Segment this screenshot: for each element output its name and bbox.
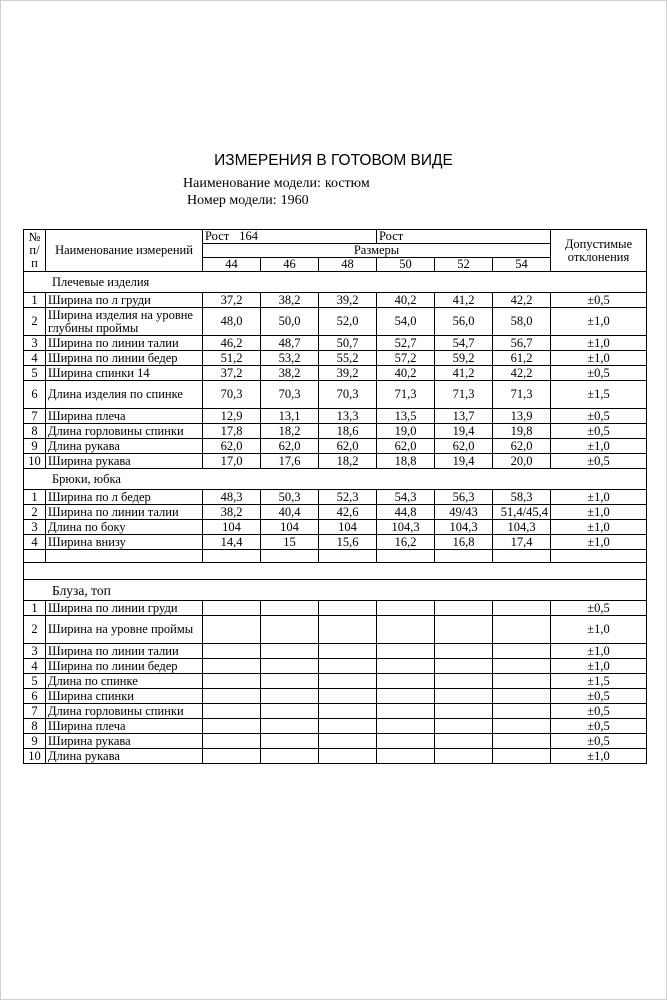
value-cell: 39,2 [319,293,377,308]
value-cell [435,616,493,644]
value-cell: 71,3 [377,381,435,409]
value-cell [203,644,261,659]
row-number: 3 [24,520,46,535]
table-row [24,424,647,439]
value-cell [377,704,435,719]
row-number: 4 [24,659,46,674]
empty-cell [435,550,493,563]
value-cell [319,674,377,689]
value-cell: 42,2 [493,293,551,308]
value-cell [493,689,551,704]
row-number: 2 [24,616,46,644]
value-cell: 62,0 [435,439,493,454]
tolerance-cell: ±1,0 [551,659,647,674]
col-header-num: № п/ п [24,230,46,272]
value-cell: 49/43 [435,505,493,520]
value-cell: 42,2 [493,366,551,381]
tolerance-cell: ±1,0 [551,644,647,659]
measurement-name: Ширина плеча [46,719,203,734]
page-title: ИЗМЕРЕНИЯ В ГОТОВОМ ВИДЕ [214,152,453,169]
value-cell: 48,3 [203,490,261,505]
value-cell: 40,2 [377,293,435,308]
size-header-cell: 44 [203,258,261,272]
value-cell [435,689,493,704]
row-number: 6 [24,381,46,409]
tolerance-cell: ±0,5 [551,704,647,719]
value-cell [319,659,377,674]
value-cell: 52,7 [377,336,435,351]
value-cell [493,734,551,749]
sizes-header: Размеры [203,244,551,258]
col-header-tolerance: Допустимые отклонения [551,230,647,272]
value-cell: 40,4 [261,505,319,520]
tolerance-cell: ±1,0 [551,490,647,505]
row-number: 8 [24,719,46,734]
value-cell: 13,1 [261,409,319,424]
measurement-name: Ширина рукава [46,734,203,749]
tolerance-cell: ±1,0 [551,749,647,764]
tolerance-cell: ±1,0 [551,535,647,550]
spacer-row-cell [24,563,647,580]
value-cell [203,749,261,764]
value-cell: 104,3 [377,520,435,535]
table-row [24,689,647,704]
row-number: 7 [24,409,46,424]
value-cell: 41,2 [435,293,493,308]
value-cell [493,719,551,734]
value-cell [435,719,493,734]
section-title: Блуза, топ [24,580,647,601]
tolerance-cell: ±1,0 [551,505,647,520]
tolerance-cell: ±1,0 [551,308,647,336]
row-number: 7 [24,704,46,719]
tolerance-cell: ±0,5 [551,719,647,734]
value-cell: 38,2 [261,366,319,381]
value-cell [261,616,319,644]
table-row [24,601,647,616]
value-cell [435,601,493,616]
measurement-name: Ширина спинки [46,689,203,704]
measurement-name: Длина горловины спинки [46,704,203,719]
value-cell [319,719,377,734]
value-cell [493,616,551,644]
value-cell: 18,6 [319,424,377,439]
table-row [24,719,647,734]
measurement-name: Длина изделия по спинке [46,381,203,409]
value-cell [319,704,377,719]
value-cell [493,644,551,659]
table-row [24,308,647,336]
measurement-name: Ширина по л груди [46,293,203,308]
table-row [24,366,647,381]
value-cell: 40,2 [377,366,435,381]
row-number: 10 [24,454,46,469]
measurement-name: Ширина по линии талии [46,336,203,351]
value-cell [435,644,493,659]
value-cell: 55,2 [319,351,377,366]
value-cell: 18,2 [261,424,319,439]
value-cell [203,616,261,644]
value-cell [261,749,319,764]
empty-cell [261,550,319,563]
size-header-cell: 54 [493,258,551,272]
col-header-name: Наименование измерений [46,230,203,272]
tolerance-cell: ±0,5 [551,366,647,381]
value-cell: 51,4/45,4 [493,505,551,520]
row-number: 8 [24,424,46,439]
measurement-name: Ширина рукава [46,454,203,469]
value-cell [203,734,261,749]
value-cell [493,704,551,719]
row-number: 1 [24,490,46,505]
value-cell [203,601,261,616]
table-row [24,293,647,308]
value-cell: 70,3 [319,381,377,409]
table-row [24,454,647,469]
value-cell: 48,0 [203,308,261,336]
empty-cell [493,550,551,563]
empty-cell [551,550,647,563]
measurement-name: Ширина внизу [46,535,203,550]
rost-cell-1 [203,230,377,244]
value-cell [435,674,493,689]
row-number: 1 [24,293,46,308]
value-cell: 71,3 [435,381,493,409]
tolerance-cell: ±1,0 [551,439,647,454]
value-cell: 13,5 [377,409,435,424]
value-cell [203,689,261,704]
table-row [24,674,647,689]
tolerance-cell: ±1,0 [551,520,647,535]
size-header-cell: 48 [319,258,377,272]
value-cell: 37,2 [203,293,261,308]
value-cell: 71,3 [493,381,551,409]
tolerance-cell: ±0,5 [551,601,647,616]
value-cell [261,704,319,719]
size-header-cell: 52 [435,258,493,272]
value-cell: 54,3 [377,490,435,505]
value-cell [377,719,435,734]
value-cell [203,659,261,674]
value-cell: 38,2 [261,293,319,308]
value-cell [377,616,435,644]
rost-label-2: Рост [379,229,404,243]
table-row [24,616,647,644]
value-cell [261,689,319,704]
value-cell: 18,8 [377,454,435,469]
measurement-name: Ширина спинки 14 [46,366,203,381]
value-cell [261,719,319,734]
value-cell: 70,3 [261,381,319,409]
measurement-name: Ширина по линии талии [46,644,203,659]
measurement-name: Ширина по линии талии [46,505,203,520]
value-cell: 59,2 [435,351,493,366]
value-cell [203,719,261,734]
value-cell: 50,7 [319,336,377,351]
value-cell: 20,0 [493,454,551,469]
tolerance-cell: ±0,5 [551,424,647,439]
row-number: 4 [24,535,46,550]
value-cell: 50,3 [261,490,319,505]
value-cell: 14,4 [203,535,261,550]
table-row [24,520,647,535]
table-row [24,336,647,351]
model-name-value: костюм [324,176,370,191]
value-cell: 17,6 [261,454,319,469]
tolerance-cell: ±1,5 [551,674,647,689]
tolerance-cell: ±0,5 [551,734,647,749]
value-cell [435,749,493,764]
tolerance-cell: ±0,5 [551,454,647,469]
row-number: 6 [24,689,46,704]
value-cell [435,734,493,749]
value-cell: 104 [261,520,319,535]
empty-cell [319,550,377,563]
model-name-label: Наименование модели: [183,176,321,191]
value-cell: 13,7 [435,409,493,424]
tolerance-cell: ±1,0 [551,351,647,366]
measurements-table [23,229,647,764]
value-cell [319,616,377,644]
value-cell: 56,7 [493,336,551,351]
value-cell [319,749,377,764]
table-row [24,490,647,505]
table-row [24,535,647,550]
table-row [24,734,647,749]
row-number: 10 [24,749,46,764]
rost-label-1: Рост [205,229,230,243]
table-row [24,659,647,674]
value-cell: 12,9 [203,409,261,424]
measurement-name: Длина по спинке [46,674,203,689]
value-cell [493,601,551,616]
value-cell [261,659,319,674]
tolerance-cell: ±1,5 [551,381,647,409]
value-cell [377,674,435,689]
value-cell: 54,0 [377,308,435,336]
value-cell [319,601,377,616]
value-cell: 57,2 [377,351,435,366]
size-header-cell: 46 [261,258,319,272]
measurement-name: Ширина изделия на уровне глубины проймы [46,308,203,336]
size-header-cell: 50 [377,258,435,272]
empty-cell [46,550,203,563]
table-row [24,505,647,520]
measurement-name: Ширина по линии бедер [46,659,203,674]
value-cell: 52,3 [319,490,377,505]
value-cell: 62,0 [377,439,435,454]
value-cell: 46,2 [203,336,261,351]
value-cell: 15,6 [319,535,377,550]
row-number: 1 [24,601,46,616]
value-cell: 48,7 [261,336,319,351]
measurement-name: Длина горловины спинки [46,424,203,439]
value-cell [377,734,435,749]
model-number-label: Номер модели: [187,193,277,208]
rost-value-1: 164 [239,229,258,243]
value-cell: 70,3 [203,381,261,409]
value-cell: 104,3 [435,520,493,535]
row-number: 5 [24,674,46,689]
measurement-name: Длина рукава [46,749,203,764]
measurement-name: Длина по боку [46,520,203,535]
table-row [24,749,647,764]
row-number: 4 [24,351,46,366]
value-cell [493,674,551,689]
value-cell: 51,2 [203,351,261,366]
value-cell: 13,9 [493,409,551,424]
section-title: Плечевые изделия [24,272,647,293]
value-cell: 62,0 [261,439,319,454]
empty-cell [203,550,261,563]
value-cell: 62,0 [203,439,261,454]
value-cell: 16,2 [377,535,435,550]
value-cell: 54,7 [435,336,493,351]
row-number: 3 [24,336,46,351]
value-cell: 56,0 [435,308,493,336]
measurement-name: Ширина по линии груди [46,601,203,616]
value-cell: 16,8 [435,535,493,550]
table-row [24,439,647,454]
model-number-value: 1960 [280,193,309,208]
value-cell: 15 [261,535,319,550]
value-cell: 44,8 [377,505,435,520]
tolerance-cell: ±0,5 [551,689,647,704]
measurement-name: Ширина на уровне проймы [46,616,203,644]
value-cell [203,674,261,689]
value-cell: 104 [319,520,377,535]
tolerance-cell: ±1,0 [551,616,647,644]
measurement-name: Ширина плеча [46,409,203,424]
value-cell: 19,4 [435,424,493,439]
table-row [24,409,647,424]
value-cell [261,644,319,659]
table-row [24,704,647,719]
value-cell: 61,2 [493,351,551,366]
table-row [24,381,647,409]
value-cell [203,704,261,719]
value-cell: 17,8 [203,424,261,439]
value-cell: 104 [203,520,261,535]
table-row [24,351,647,366]
measurement-name: Длина рукава [46,439,203,454]
value-cell [377,749,435,764]
value-cell [377,644,435,659]
row-number: 2 [24,505,46,520]
value-cell: 53,2 [261,351,319,366]
tolerance-cell: ±0,5 [551,409,647,424]
value-cell [319,734,377,749]
value-cell [493,659,551,674]
value-cell [435,659,493,674]
value-cell: 18,2 [319,454,377,469]
value-cell: 58,0 [493,308,551,336]
value-cell: 42,6 [319,505,377,520]
value-cell: 62,0 [493,439,551,454]
value-cell: 41,2 [435,366,493,381]
rost-cell-2 [377,230,551,244]
value-cell: 50,0 [261,308,319,336]
value-cell: 104,3 [493,520,551,535]
empty-cell [377,550,435,563]
value-cell: 56,3 [435,490,493,505]
value-cell [377,601,435,616]
value-cell [377,659,435,674]
tolerance-cell: ±0,5 [551,293,647,308]
value-cell [261,674,319,689]
value-cell: 17,0 [203,454,261,469]
model-number-line [187,193,309,209]
value-cell: 39,2 [319,366,377,381]
value-cell: 19,8 [493,424,551,439]
value-cell: 58,3 [493,490,551,505]
value-cell [435,704,493,719]
value-cell [261,734,319,749]
value-cell: 17,4 [493,535,551,550]
value-cell [493,749,551,764]
value-cell: 37,2 [203,366,261,381]
row-number: 2 [24,308,46,336]
value-cell [319,644,377,659]
value-cell: 13,3 [319,409,377,424]
value-cell [261,601,319,616]
empty-cell [24,550,46,563]
section-title: Брюки, юбка [24,469,647,490]
row-number: 9 [24,734,46,749]
table-row [24,644,647,659]
value-cell [319,689,377,704]
value-cell: 38,2 [203,505,261,520]
value-cell [377,689,435,704]
value-cell: 62,0 [319,439,377,454]
model-name-line [183,176,370,192]
row-number: 3 [24,644,46,659]
row-number: 9 [24,439,46,454]
measurement-name: Ширина по л бедер [46,490,203,505]
measurement-name: Ширина по линии бедер [46,351,203,366]
tolerance-cell: ±1,0 [551,336,647,351]
value-cell: 19,0 [377,424,435,439]
row-number: 5 [24,366,46,381]
value-cell: 52,0 [319,308,377,336]
value-cell: 19,4 [435,454,493,469]
